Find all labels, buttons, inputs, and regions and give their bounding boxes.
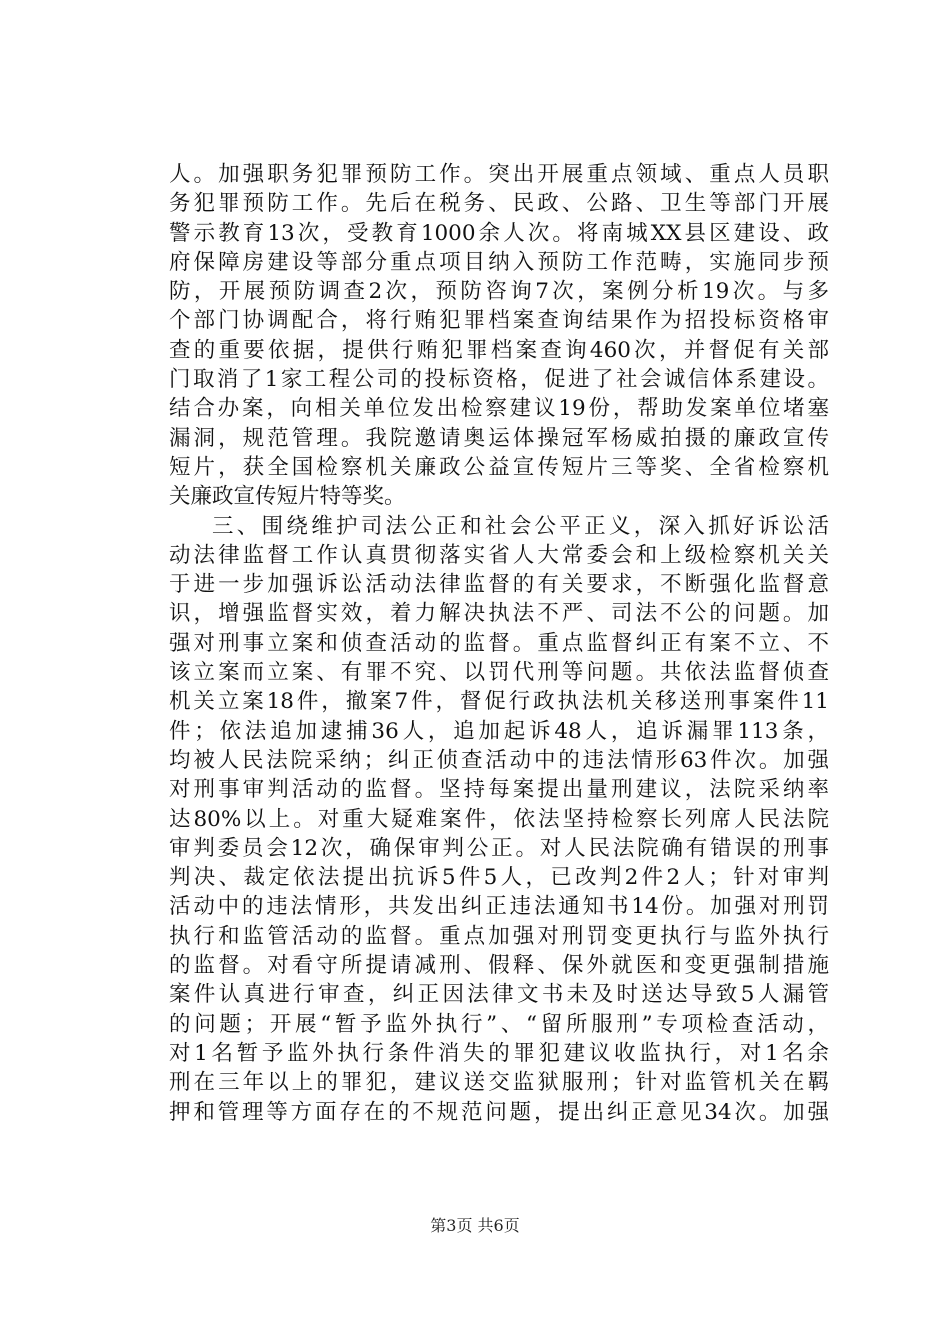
text-line: 漏洞，规范管理。我院邀请奥运体操冠军杨威拍摄的廉政宣传 <box>169 425 829 451</box>
text-line: 务犯罪预防工作。先后在税务、民政、公路、卫生等部门开展 <box>169 191 829 217</box>
text-line: 该立案而立案、有罪不究、以罚代刑等问题。共依法监督侦查 <box>169 660 829 686</box>
text-line: 防，开展预防调查2次，预防咨询7次，案例分析19次。与多 <box>169 279 829 305</box>
paragraph <box>169 160 829 512</box>
text-line: 审判委员会12次，确保审判公正。对人民法院确有错误的刑事 <box>169 835 829 861</box>
document-body <box>169 160 829 1127</box>
text-line: 的问题；开展“暂予监外执行”、“留所服刑”专项检查活动， <box>169 1011 829 1037</box>
text-line: 个部门协调配合，将行贿犯罪档案查询结果作为招投标资格审 <box>169 308 829 334</box>
text-line: 动法律监督工作认真贯彻落实省人大常委会和上级检察机关关 <box>169 542 829 568</box>
text-line: 警示教育13次，受教育1000余人次。将南城XX县区建设、政 <box>169 220 829 246</box>
text-line: 达80%以上。对重大疑难案件，依法坚持检察长列席人民法院 <box>169 806 829 832</box>
text-line: 刑在三年以上的罪犯，建议送交监狱服刑；针对监管机关在羁 <box>169 1070 829 1096</box>
text-line: 强对刑事立案和侦查活动的监督。重点监督纠正有案不立、不 <box>169 630 829 656</box>
text-line: 件；依法追加逮捕36人，追加起诉48人，追诉漏罪113条， <box>169 718 829 744</box>
text-line: 押和管理等方面存在的不规范问题，提出纠正意见34次。加强 <box>169 1099 829 1125</box>
text-line: 活动中的违法情形，共发出纠正违法通知书14份。加强对刑罚 <box>169 894 829 920</box>
text-line: 执行和监管活动的监督。重点加强对刑罚变更执行与监外执行 <box>169 923 829 949</box>
text-line: 对1名暂予监外执行条件消失的罪犯建议收监执行，对1名余 <box>169 1040 829 1066</box>
text-line: 对刑事审判活动的监督。坚持每案提出量刑建议，法院采纳率 <box>169 777 829 803</box>
text-line: 短片，获全国检察机关廉政公益宣传短片三等奖、全省检察机 <box>169 454 829 480</box>
text-line: 结合办案，向相关单位发出检察建议19份，帮助发案单位堵塞 <box>169 396 829 422</box>
text-line: 识，增强监督实效，着力解决执法不严、司法不公的问题。加 <box>169 601 829 627</box>
text-line: 门取消了1家工程公司的投标资格，促进了社会诚信体系建设。 <box>169 367 829 393</box>
page-footer: 第3页 共6页 <box>430 1216 520 1235</box>
text-line: 的监督。对看守所提请减刑、假释、保外就医和变更强制措施 <box>169 953 829 979</box>
text-line: 三、围绕维护司法公正和社会公平正义，深入抓好诉讼活 <box>212 513 829 539</box>
text-line: 人。加强职务犯罪预防工作。突出开展重点领域、重点人员职 <box>169 162 829 187</box>
text-line: 案件认真进行审查，纠正因法律文书未及时送达导致5人漏管 <box>169 982 829 1008</box>
text-line: 均被人民法院采纳；纠正侦查活动中的违法情形63件次。加强 <box>169 747 829 773</box>
text-line: 判决、裁定依法提出抗诉5件5人，已改判2件2人；针对审判 <box>169 865 829 891</box>
text-line: 关廉政宣传短片特等奖。 <box>169 484 406 510</box>
text-line: 查的重要依据，提供行贿犯罪档案查询460次，并督促有关部 <box>169 337 829 363</box>
text-line: 府保障房建设等部分重点项目纳入预防工作范畴，实施同步预 <box>169 249 829 275</box>
paragraph <box>169 512 829 1127</box>
text-line: 机关立案18件，撤案7件，督促行政执法机关移送刑事案件11 <box>169 689 829 715</box>
text-line: 于进一步加强诉讼活动法律监督的有关要求，不断强化监督意 <box>169 572 829 598</box>
